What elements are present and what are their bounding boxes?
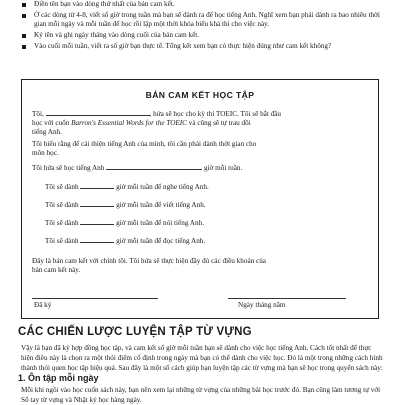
- commitment-title: BẢN CAM KẾT HỌC TẬP: [145, 90, 255, 100]
- writing-hours-blank[interactable]: [80, 199, 114, 207]
- date-label: Ngày tháng năm: [238, 301, 286, 309]
- list-item: [20, 31, 392, 40]
- skill-reading-row: [45, 235, 365, 246]
- list-item-text: Vào cuối mỗi tuần, viết ra số giờ bạn thực tế. Tổng kết xem bạn có thực hiện đúng như cam kết không?: [34, 42, 332, 51]
- date-line[interactable]: [228, 298, 346, 299]
- commitment-understanding: [32, 140, 372, 158]
- commitment-form: [21, 79, 379, 319]
- list-item-text: Ở các dòng từ 4-8, viết số giờ trong tuần mà bạn sẽ dành ra để học tiếng Anh. Nghĩ xem bạn phải dành ra bao nhiêu thời gian mỗi ngày và mỗi tuần để học rồi lập một thời khóa biểu khả thi cho việc này.: [34, 11, 380, 29]
- intro-suffix: , hứa sẽ học cho kỳ thi TOEIC. Tôi sẽ bắt đầu: [149, 110, 282, 118]
- reading-hours-blank[interactable]: [80, 235, 114, 243]
- skill-suffix: giờ mỗi tuần để viết tiếng Anh.: [116, 201, 206, 209]
- list-item: [20, 11, 392, 30]
- subsection-heading: 1. Ôn tập mỗi ngày: [18, 373, 99, 383]
- section-paragraph: Vậy là bạn đã ký hợp đồng học tập, và cam kết số giờ mỗi tuần bạn sẽ dành cho việc học tiếng Anh. Cách tốt nhất để thực hiện điều này là chọn ra một thói điểm cố định trong ngày mà bạn có thể dành cho việc học. Đó là một trong những cách hình thành thói quen học tập hiệu quả. Sau đây là một số cách giúp bạn luyện tập các từ vựng mà bạn sẽ học trong quyển sách này:: [21, 344, 383, 372]
- speaking-hours-blank[interactable]: [80, 217, 114, 225]
- skill-prefix: Tôi sẽ dành: [45, 201, 79, 209]
- intro-prefix: Tôi,: [32, 110, 44, 118]
- skill-speaking-row: [45, 217, 365, 228]
- listening-hours-blank[interactable]: [80, 181, 114, 189]
- weekly-hours-blank[interactable]: [106, 162, 202, 170]
- signature-label: Đã ký: [34, 301, 52, 309]
- list-item-text: Ký tên và ghi ngày tháng vào dòng cuối của bản cam kết.: [34, 31, 200, 40]
- skill-suffix: giờ mỗi tuần để nói tiếng Anh.: [116, 219, 204, 227]
- intro-line-2: [32, 119, 372, 128]
- bullet-icon: [22, 14, 26, 18]
- closing-line-2: bản cam kết này.: [32, 266, 81, 275]
- bullet-icon: [22, 3, 26, 7]
- weekly-promise: [32, 162, 372, 173]
- skill-prefix: Tôi sẽ dành: [45, 237, 79, 245]
- skill-prefix: Tôi sẽ dành: [45, 183, 79, 191]
- skill-suffix: giờ mỗi tuần để đọc tiếng Anh.: [116, 237, 206, 245]
- intro-line-1: [32, 108, 372, 119]
- book-title: Barron's Essential Words for the TOEIC: [71, 119, 187, 128]
- subsection-paragraph: Mỗi khi ngồi vào học cuốn sách này, bạn nên xem lại những từ vựng của những bài học trước đó. Bạn cũng làm tương tự với Sổ tay từ vựng và Nhật ký học hàng ngày.: [21, 386, 381, 404]
- commitment-closing: [32, 257, 372, 275]
- understanding-line-1: Tôi hiểu rằng để cải thiện tiếng Anh của mình, tôi cần phải dành thời gian cho: [32, 140, 257, 148]
- commitment-intro: [32, 108, 372, 138]
- skill-listening-row: [45, 181, 365, 192]
- promise-prefix: Tôi hứa sẽ học tiếng Anh: [32, 164, 105, 172]
- section-heading: CÁC CHIẾN LƯỢC LUYỆN TẬP TỪ VỰNG: [18, 326, 252, 338]
- skill-suffix: giờ mỗi tuần để nghe tiếng Anh.: [116, 183, 209, 191]
- closing-line-1: Đây là bản cam kết với chính tôi. Tôi hứa sẽ thực hiện đầy đủ các điều khoản của: [32, 257, 266, 265]
- bullet-icon: [22, 34, 26, 38]
- list-item: [20, 0, 392, 9]
- skill-prefix: Tôi sẽ dành: [45, 219, 79, 227]
- understanding-line-2: môn học.: [32, 149, 59, 158]
- instruction-list: [20, 0, 392, 53]
- intro-line-3: tiếng Anh.: [32, 128, 62, 137]
- name-blank[interactable]: [46, 108, 150, 116]
- bullet-icon: [22, 45, 26, 49]
- skill-writing-row: [45, 199, 365, 210]
- intro-line-2-prefix: học với cuốn: [32, 119, 72, 128]
- list-item-text: Điền tên bạn vào dòng thứ nhất của bản cam kết.: [34, 0, 175, 8]
- signature-line[interactable]: [32, 298, 158, 299]
- promise-suffix: giờ mỗi tuần.: [203, 164, 243, 172]
- intro-line-2-suffix: và cũng sẽ tự trau dồi: [186, 119, 251, 128]
- list-item: [20, 42, 392, 51]
